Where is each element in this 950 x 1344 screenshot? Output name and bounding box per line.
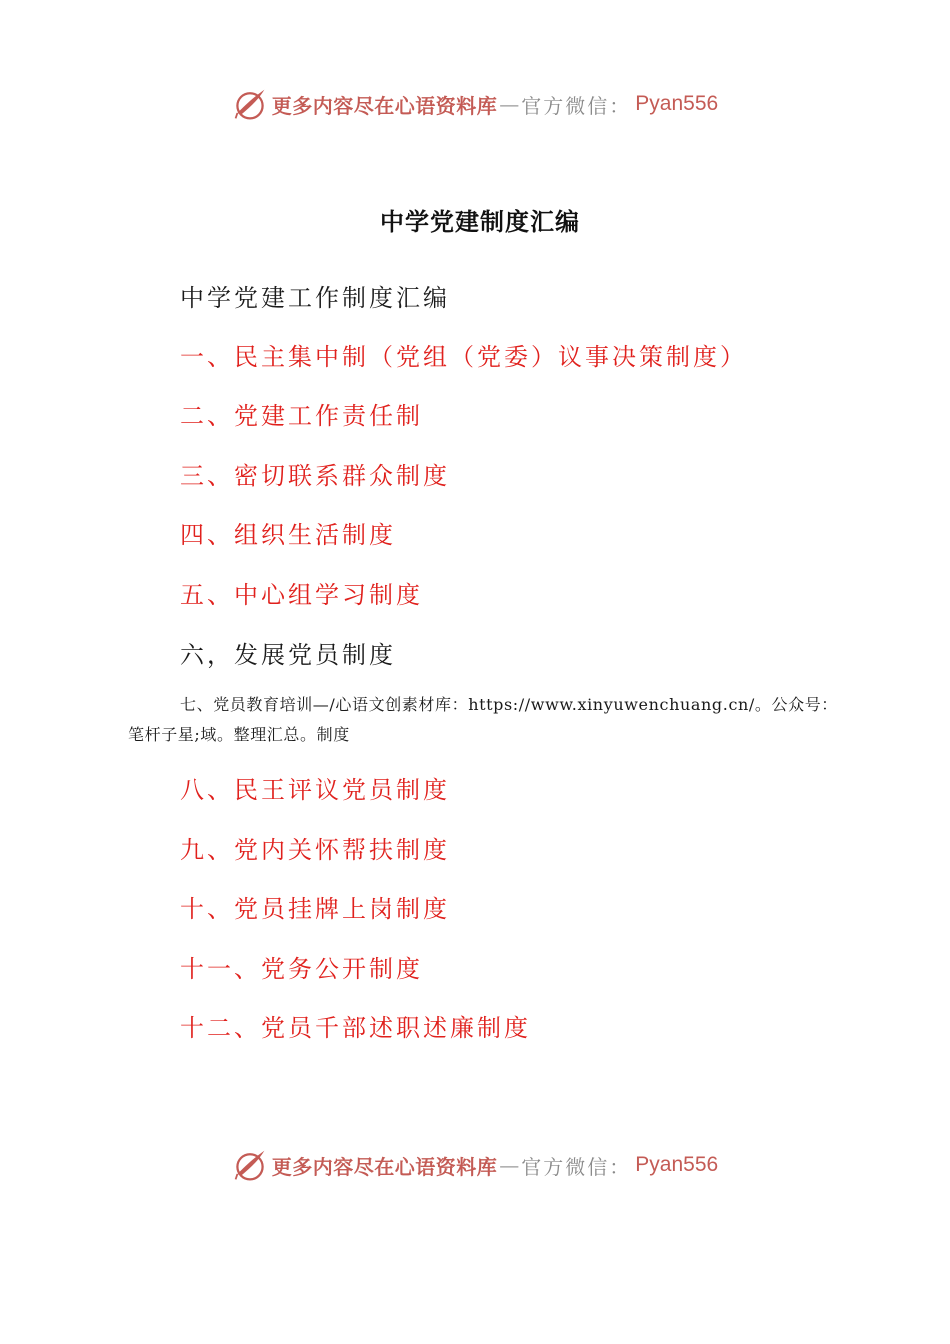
list-item: 二、党建工作责任制 <box>180 402 423 430</box>
banner-site-name: 更多内容尽在心语资料库 <box>271 1154 498 1179</box>
banner-dash: — <box>499 1153 520 1177</box>
list-item: 四、组织生活制度 <box>180 521 396 549</box>
list-item: 十一、党务公开制度 <box>180 955 423 983</box>
list-item: 九、党内关怀帮扶制度 <box>180 836 450 864</box>
quill-pen-logo-icon <box>232 86 268 122</box>
banner-site-name: 更多内容尽在心语资料库 <box>271 93 498 118</box>
small-paragraph: 七、党员教育培训—/心语文创素材库：https://www.xinyuwenchuang.cn/。公众号：笔杆子星;域。整理汇总。制度 <box>128 695 838 744</box>
quill-pen-logo-icon <box>232 1147 268 1183</box>
list-item: 十二、党员千部述职述廉制度 <box>180 1014 531 1042</box>
document-subtitle: 中学党建工作制度汇编 <box>180 284 450 312</box>
list-item: 六，发展党员制度 <box>180 641 396 669</box>
banner-wechat-label: 官方微信： <box>521 1154 632 1179</box>
list-item: 八、民王评议党员制度 <box>180 776 450 804</box>
banner-wechat-id: Pyan556 <box>635 92 719 115</box>
list-item: 一、民主集中制（党组（党委）议事决策制度） <box>180 343 747 371</box>
list-item: 五、中心组学习制度 <box>180 581 423 609</box>
document-title: 中学党建制度汇编 <box>380 207 580 236</box>
banner-wechat-id: Pyan556 <box>635 1153 719 1176</box>
list-item: 三、密切联系群众制度 <box>180 462 450 490</box>
banner-wechat-label: 官方微信： <box>521 93 632 118</box>
list-item: 十、党员挂牌上岗制度 <box>180 895 450 923</box>
banner-dash: — <box>499 92 520 116</box>
header-banner <box>0 82 950 126</box>
footer-banner <box>0 1143 950 1187</box>
